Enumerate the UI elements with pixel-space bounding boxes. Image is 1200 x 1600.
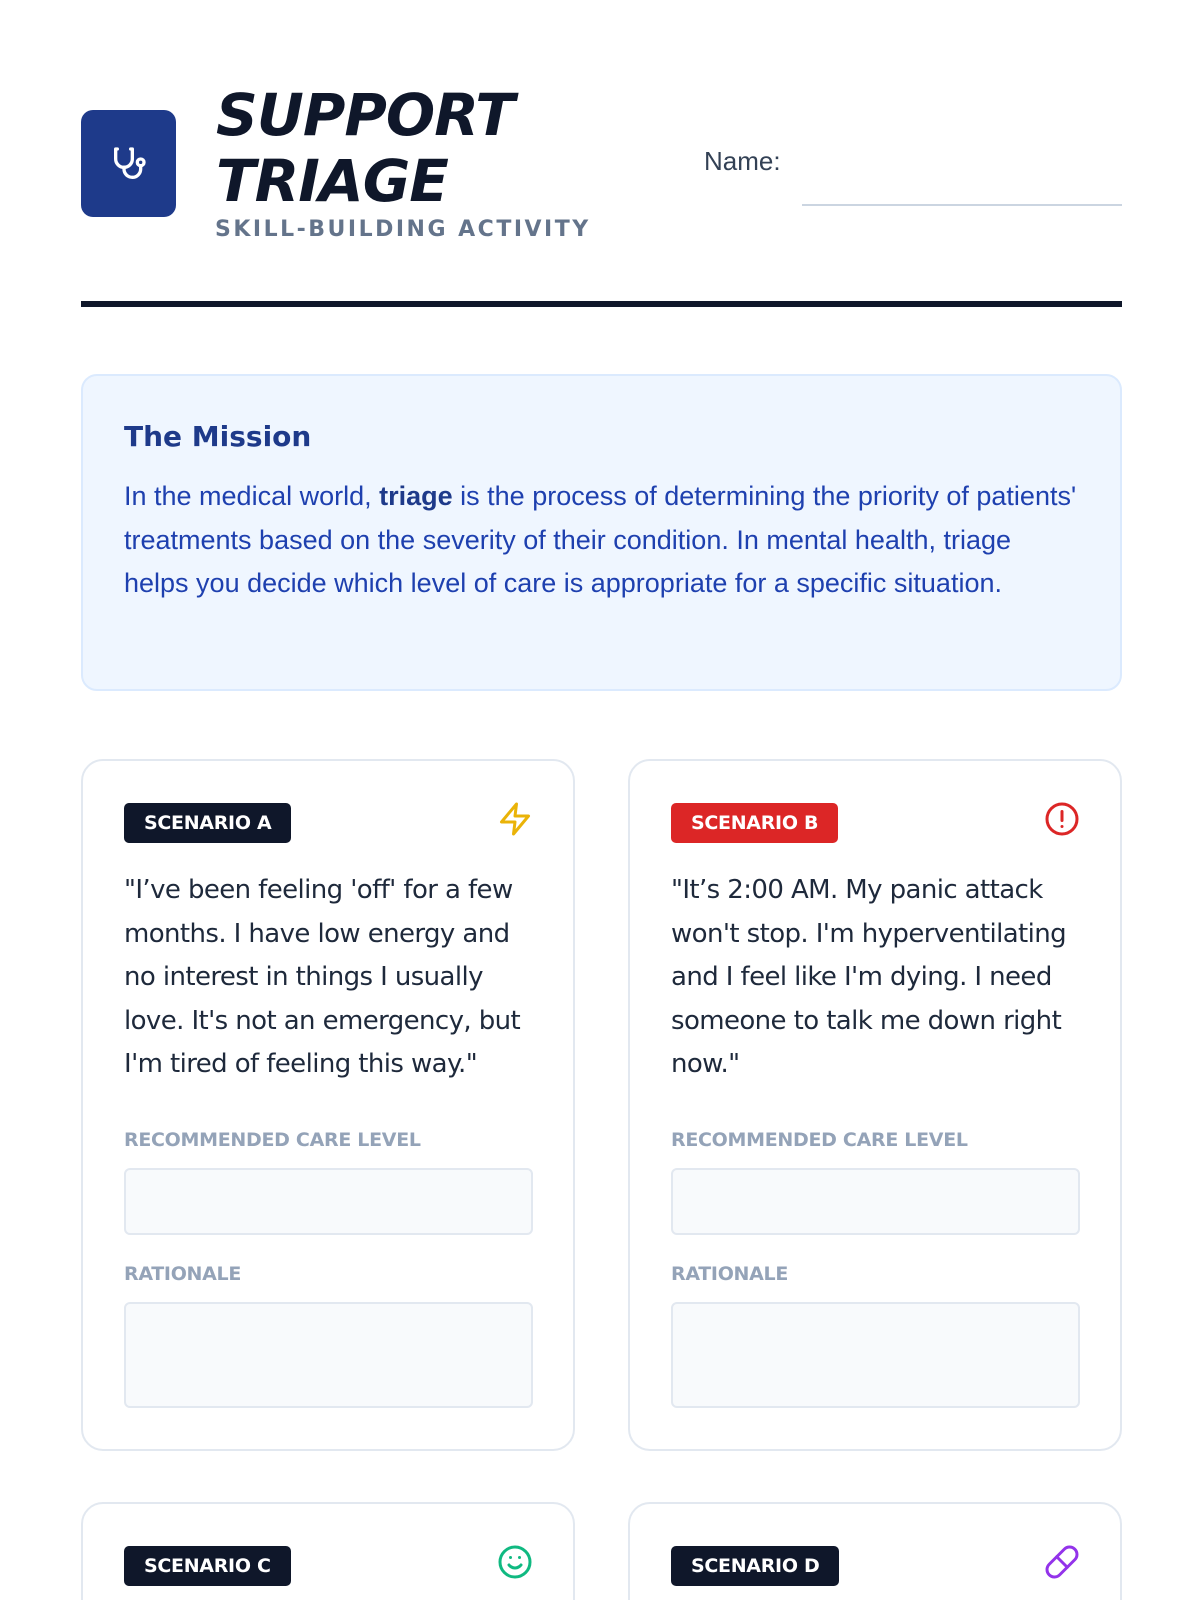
name-label: Name: [704, 146, 781, 176]
scenario-badge: SCENARIO A [124, 803, 291, 843]
pill-icon [1044, 1544, 1080, 1580]
mission-text-start: In the medical world, [124, 481, 380, 511]
logo-badge [81, 110, 176, 217]
lightning-icon [497, 801, 533, 837]
care-level-label: RECOMMENDED CARE LEVEL [671, 1129, 968, 1151]
page-subtitle: SKILL-BUILDING ACTIVITY [215, 217, 591, 242]
scenario-card-c [81, 1502, 575, 1600]
page-title: SUPPORT TRIAGE [216, 81, 514, 215]
care-level-input[interactable] [671, 1168, 1080, 1235]
scenario-badge: SCENARIO C [124, 1546, 291, 1586]
rationale-label: RATIONALE [124, 1263, 242, 1285]
scenario-card-a [81, 759, 575, 1451]
rationale-input[interactable] [671, 1302, 1080, 1408]
stethoscope-icon [109, 144, 149, 184]
scenario-quote: "I’ve been feeling 'off' for a few months. I have low energy and no interest in things I usually love. It's not an emergency, but I'm tired of feeling this way." [124, 875, 521, 1079]
scenario-badge: SCENARIO B [671, 803, 838, 843]
header-divider [81, 301, 1122, 307]
mission-heading: The Mission [124, 420, 312, 453]
mission-text-end: is the process of determining the priority of patients' treatments based on the severity of their condition. In mental health, triage helps you decide which level of care is appropriate for a specific situation. [124, 481, 1077, 598]
smile-icon [497, 1544, 533, 1580]
name-input[interactable] [802, 178, 1122, 206]
scenario-card-b [628, 759, 1122, 1451]
alert-circle-icon [1044, 801, 1080, 837]
mission-text [124, 475, 1080, 606]
mission-term: triage [379, 481, 453, 511]
scenario-badge: SCENARIO D [671, 1546, 839, 1586]
mission-panel [81, 374, 1122, 691]
care-level-input[interactable] [124, 1168, 533, 1235]
scenario-card-d [628, 1502, 1122, 1600]
rationale-input[interactable] [124, 1302, 533, 1408]
scenario-quote: "It’s 2:00 AM. My panic attack won't stop. I'm hyperventilating and I feel like I'm dying. I need someone to talk me down right now." [671, 875, 1067, 1079]
rationale-label: RATIONALE [671, 1263, 789, 1285]
care-level-label: RECOMMENDED CARE LEVEL [124, 1129, 421, 1151]
